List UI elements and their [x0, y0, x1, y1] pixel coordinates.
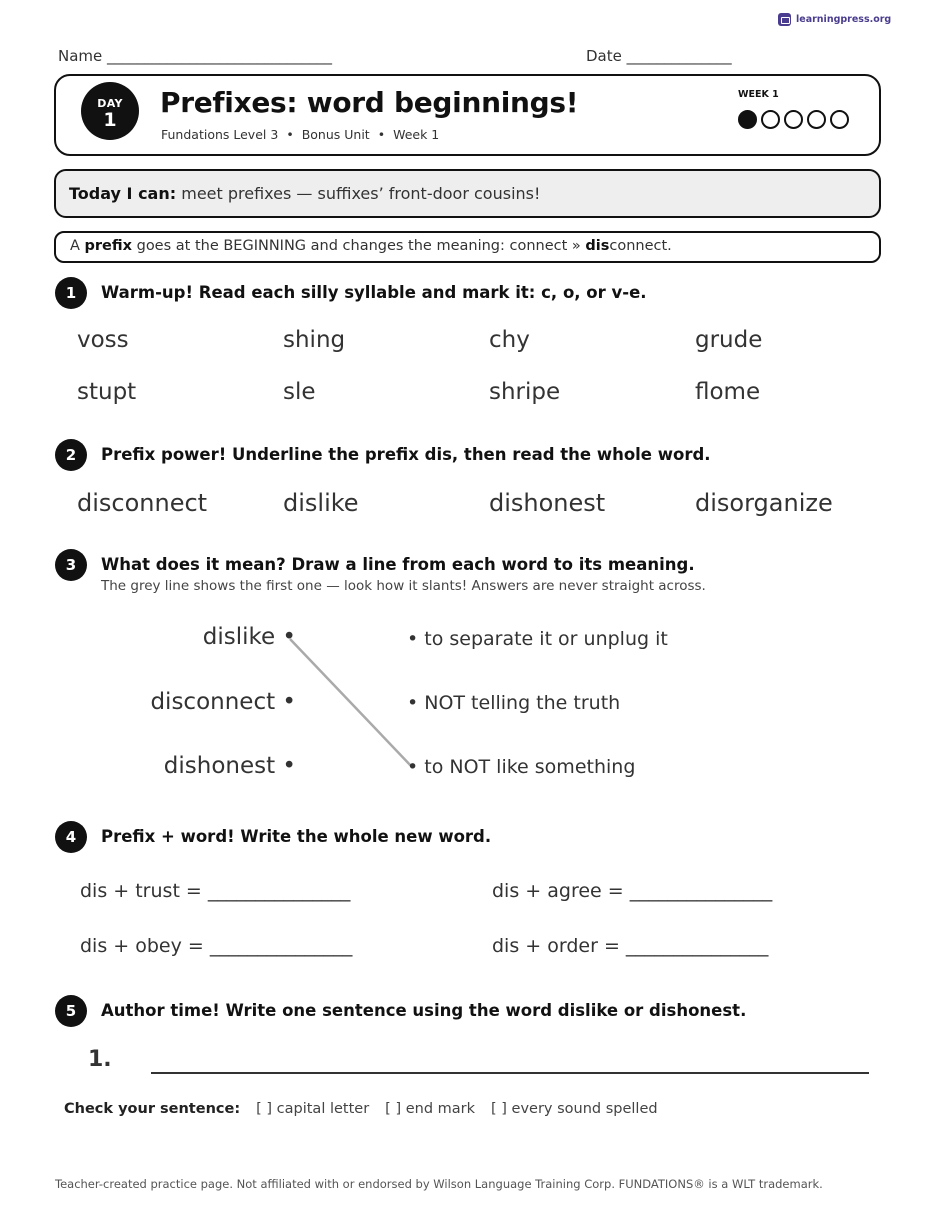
prefix-word: disconnect [77, 489, 208, 517]
page-subtitle [161, 127, 439, 142]
prefix-note-text: A [70, 238, 85, 254]
section-heading: Author time! Write one sentence using the word dislike or dishonest. [101, 1001, 747, 1020]
section-number: 5 [55, 995, 87, 1027]
prefix-note-text: goes at the BEGINNING and changes the meaning: connect » [132, 238, 586, 254]
prefix-note-text: connect. [609, 238, 672, 254]
section-note: The grey line shows the first one — look how it slants! Answers are never straight across. [101, 578, 706, 594]
prefix-word: dislike [283, 489, 359, 517]
fill-in-item[interactable]: dis + obey = _______________ [80, 935, 353, 957]
checklist-item[interactable]: [ ] end mark [385, 1101, 475, 1117]
section-heading: Warm-up! Read each silly syllable and mark it: c, o, or v-e. [101, 283, 647, 302]
warmup-word: chy [489, 327, 530, 353]
today-label: Today I can: [69, 184, 177, 203]
section-heading: Prefix + word! Write the whole new word. [101, 827, 492, 846]
warmup-word: sle [283, 379, 316, 405]
warmup-word: flome [695, 379, 761, 405]
checklist-item[interactable]: [ ] every sound spelled [491, 1101, 658, 1117]
match-word: disconnect • [150, 689, 296, 715]
footer-disclaimer: Teacher-created practice page. Not affiliated with or endorsed by Wilson Language Training Corp. FUNDATIONS® is a WLT trademark. [55, 1177, 823, 1191]
week-dot-empty [807, 110, 826, 129]
match-word: dishonest • [163, 753, 296, 779]
date-field: Date ______________ [586, 47, 732, 65]
day-number: 1 [103, 109, 117, 131]
week-label: WEEK 1 [738, 89, 779, 100]
match-meaning: • to separate it or unplug it [407, 628, 668, 650]
checklist-label: Check your sentence: [64, 1101, 241, 1117]
fill-in-item[interactable]: dis + agree = _______________ [492, 880, 773, 902]
page-title: Prefixes: word beginnings! [160, 86, 579, 119]
prefix-word: dishonest [489, 489, 606, 517]
day-label: DAY [97, 97, 123, 110]
subtitle-level: Fundations Level 3 [161, 127, 279, 142]
brand-text: learningpress.org [796, 14, 892, 25]
week-dot-empty [830, 110, 849, 129]
match-meaning: • to NOT like something [407, 756, 636, 778]
prefix-note-bold: prefix [84, 238, 132, 254]
section-number: 1 [55, 277, 87, 309]
day-badge [81, 82, 139, 140]
warmup-word: voss [77, 327, 129, 353]
warmup-word: shripe [489, 379, 561, 405]
today-goal-box [54, 169, 881, 218]
week-progress [738, 110, 849, 129]
section-number: 2 [55, 439, 87, 471]
fill-in-item[interactable]: dis + order = _______________ [492, 935, 769, 957]
learningpress-logo-icon [778, 13, 791, 26]
name-field: Name ______________________________ [58, 47, 333, 65]
section-heading: Prefix power! Underline the prefix dis, then read the whole word. [101, 445, 711, 464]
week-dot-empty [784, 110, 803, 129]
section-heading: What does it mean? Draw a line from each word to its meaning. [101, 555, 695, 574]
warmup-word: shing [283, 327, 346, 353]
sentence-write-line[interactable] [151, 1072, 869, 1074]
warmup-word: stupt [77, 379, 137, 405]
match-word: dislike • [202, 624, 296, 650]
sentence-checklist [64, 1101, 658, 1117]
checklist-item[interactable]: [ ] capital letter [256, 1101, 370, 1117]
subtitle-separator: • [377, 127, 386, 142]
prefix-rule-box [54, 231, 881, 263]
section-number: 3 [55, 549, 87, 581]
subtitle-week: Week 1 [393, 127, 440, 142]
brand-link[interactable] [778, 13, 891, 26]
match-meaning: • NOT telling the truth [407, 692, 621, 714]
today-text: meet prefixes — suffixes’ front-door cousins! [176, 184, 541, 203]
subtitle-unit: Bonus Unit [301, 127, 370, 142]
sentence-number: 1. [88, 1047, 112, 1072]
week-dot-empty [761, 110, 780, 129]
prefix-note-bold: dis [585, 238, 610, 254]
subtitle-separator: • [286, 127, 294, 142]
section-number: 4 [55, 821, 87, 853]
warmup-word: grude [695, 327, 763, 353]
fill-in-item[interactable]: dis + trust = _______________ [80, 880, 351, 902]
week-dot-filled [738, 110, 757, 129]
prefix-word: disorganize [695, 489, 833, 517]
